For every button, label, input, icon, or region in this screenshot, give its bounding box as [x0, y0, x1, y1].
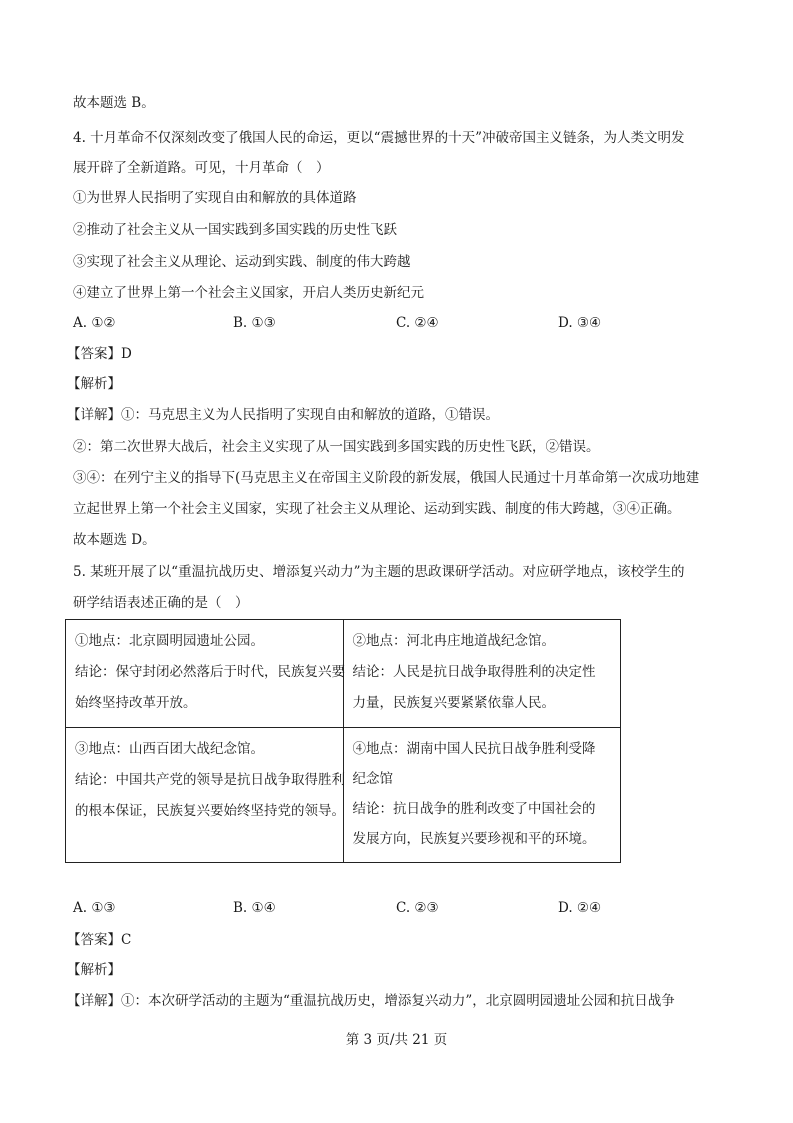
question-4-stem: 4. 十月革命不仅深刻改变了俄国人民的命运，更以“震撼世界的十天”冲破帝国主义链条，为人类文明发 [73, 130, 685, 146]
detail-line: 立起世界上第一个社会主义国家，实现了社会主义从理论、运动到实践、制度的伟大跨越，③④正确。 [73, 501, 681, 517]
option-c: C. ②③ [396, 900, 439, 916]
question-5-stem: 研学结语表述正确的是（ ） [73, 595, 249, 611]
cell-line: 结论：中国共产党的领导是抗日战争取得胜利 [75, 772, 345, 788]
option-a: A. ①② [73, 315, 116, 331]
cell-line: 结论：抗日战争的胜利改变了中国社会的 [352, 801, 596, 817]
cell-line: ③地点：山西百团大战纪念馆。 [75, 741, 264, 757]
option-c: C. ②④ [396, 315, 439, 331]
question-5-stem: 5. 某班开展了以“重温抗战历史、增添复兴动力”为主题的思政课研学活动。对应研学地点，该校学生的 [73, 564, 685, 580]
detail-tag: 【详解】 [67, 993, 121, 1009]
answer-value: C [121, 932, 132, 948]
analysis-tag-text: 【解析】 [67, 376, 121, 392]
table-cell-site-2 [343, 620, 621, 728]
study-sites-table [65, 619, 621, 863]
option-d: D. ②④ [558, 900, 602, 916]
question-4-item: ④建立了世界上第一个社会主义国家，开启人类历史新纪元 [73, 285, 424, 301]
answer-line [67, 930, 131, 950]
question-4-stem: 展开辟了全新道路。可见，十月革命（ ） [73, 160, 330, 176]
option-b: B. ①③ [233, 315, 276, 331]
answer-tag: 【答案】 [67, 346, 121, 362]
cell-line: ①地点：北京圆明园遗址公园。 [75, 633, 264, 649]
text-line: 故本题选 B。 [73, 95, 155, 111]
detail-text: ①：本次研学活动的主题为“重温抗战历史，增添复兴动力”，北京圆明园遗址公园和抗日战争 [121, 993, 675, 1009]
cell-line: 结论：保守封闭必然落后于时代，民族复兴要 [75, 664, 345, 680]
analysis-tag [67, 374, 121, 394]
table-cell-site-1 [66, 620, 344, 728]
option-d: D. ③④ [558, 315, 602, 331]
answer-tag: 【答案】 [67, 932, 121, 948]
analysis-tag-text: 【解析】 [67, 962, 121, 978]
cell-line: 的根本保证，民族复兴要始终坚持党的领导。 [75, 803, 345, 819]
question-4-item: ③实现了社会主义从理论、运动到实践、制度的伟大跨越 [73, 254, 411, 270]
conclusion-line: 故本题选 D。 [73, 532, 156, 548]
question-4-item: ①为世界人民指明了实现自由和解放的具体道路 [73, 190, 357, 206]
cell-line: 结论：人民是抗日战争取得胜利的决定性 [352, 664, 596, 680]
table-cell-site-4 [343, 728, 621, 863]
detail-line: ③④：在列宁主义的指导下(马克思主义在帝国主义阶段的新发展，俄国人民通过十月革命第一次成功地建 [73, 470, 700, 486]
detail-text: ①：马克思主义为人民指明了实现自由和解放的道路，①错误。 [121, 407, 499, 423]
detail-line [67, 991, 675, 1011]
cell-line: ④地点：湖南中国人民抗日战争胜利受降 [352, 741, 596, 757]
cell-line: 纪念馆 [352, 771, 393, 787]
cell-line: ②地点：河北冉庄地道战纪念馆。 [352, 633, 555, 649]
option-b: B. ①④ [233, 900, 276, 916]
detail-line [67, 405, 499, 425]
analysis-tag [67, 960, 121, 980]
option-a: A. ①③ [73, 900, 116, 916]
answer-line [67, 344, 132, 364]
page-number-footer: 第 3 页/共 21 页 [345, 1032, 448, 1048]
cell-line: 力量，民族复兴要紧紧依靠人民。 [352, 695, 555, 711]
detail-tag: 【详解】 [67, 407, 121, 423]
question-4-item: ②推动了社会主义从一国实践到多国实践的历史性飞跃 [73, 222, 397, 238]
cell-line: 始终坚持改革开放。 [75, 695, 197, 711]
cell-line: 发展方向，民族复兴要珍视和平的环境。 [352, 831, 596, 847]
detail-line: ②：第二次世界大战后，社会主义实现了从一国实践到多国实践的历史性飞跃，②错误。 [73, 439, 600, 455]
answer-value: D [121, 346, 132, 362]
table-cell-site-3 [66, 728, 344, 863]
